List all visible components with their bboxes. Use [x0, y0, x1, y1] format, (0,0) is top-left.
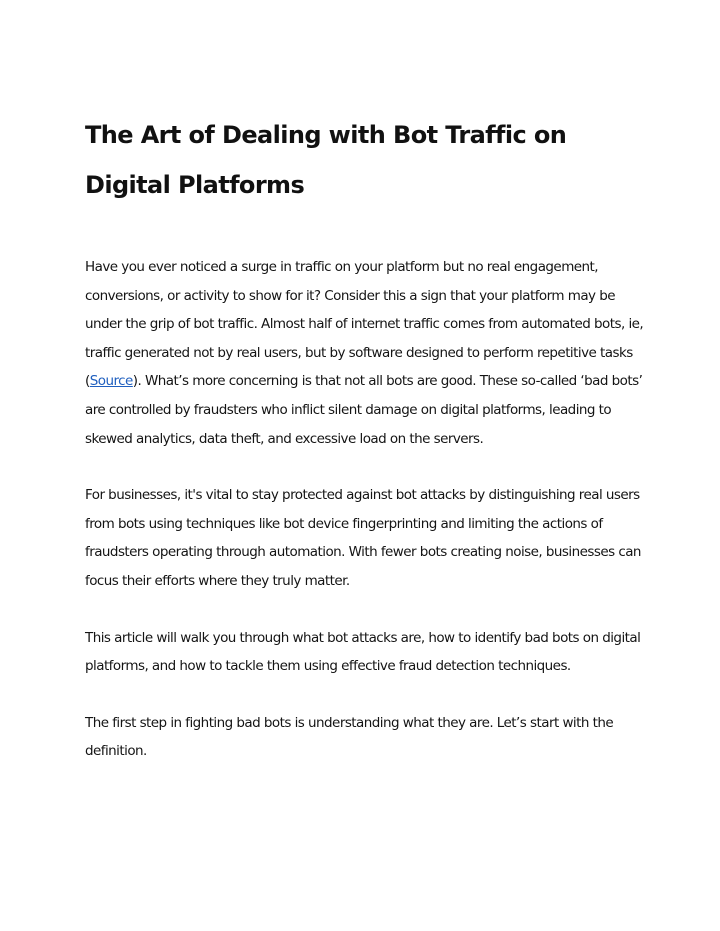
business-paragraph: For businesses, it's vital to stay protected against bot attacks by distinguishing real users from bots using techniques like bot device fingerprinting and limiting the actions of fraudsters operating through automation. With fewer bots creating noise, businesses can focus their efforts where they truly matter.	[85, 487, 641, 589]
transition-paragraph: The first step in fighting bad bots is understanding what they are. Let’s start with the definition.	[85, 714, 614, 760]
article-body	[85, 110, 645, 766]
source-link[interactable]: Source	[89, 373, 133, 390]
article-overview-paragraph: This article will walk you through what bot attacks are, how to identify bad bots on digital platforms, and how to tackle them using effective fraud detection techniques.	[85, 629, 641, 675]
intro-text-after-link: ). What’s more concerning is that not all bots are good. These so-called ‘bad bots’ are controlled by fraudsters who inflict silent damage on digital platforms, leading to skewed analytics, data theft, and excessive load on the servers.	[85, 373, 643, 447]
article-title: The Art of Dealing with Bot Traffic on Digital Platforms	[85, 121, 567, 199]
intro-text-before-link: Have you ever noticed a surge in traffic on your platform but no real engagement, conversions, or activity to show for it? Consider this a sign that your platform may be under the grip of bot traffic. Almost half of internet traffic comes from automated bots, ie, traffic generated not by real users, but by software designed to perform repetitive tasks (	[85, 259, 644, 390]
intro-paragraph	[85, 253, 645, 453]
